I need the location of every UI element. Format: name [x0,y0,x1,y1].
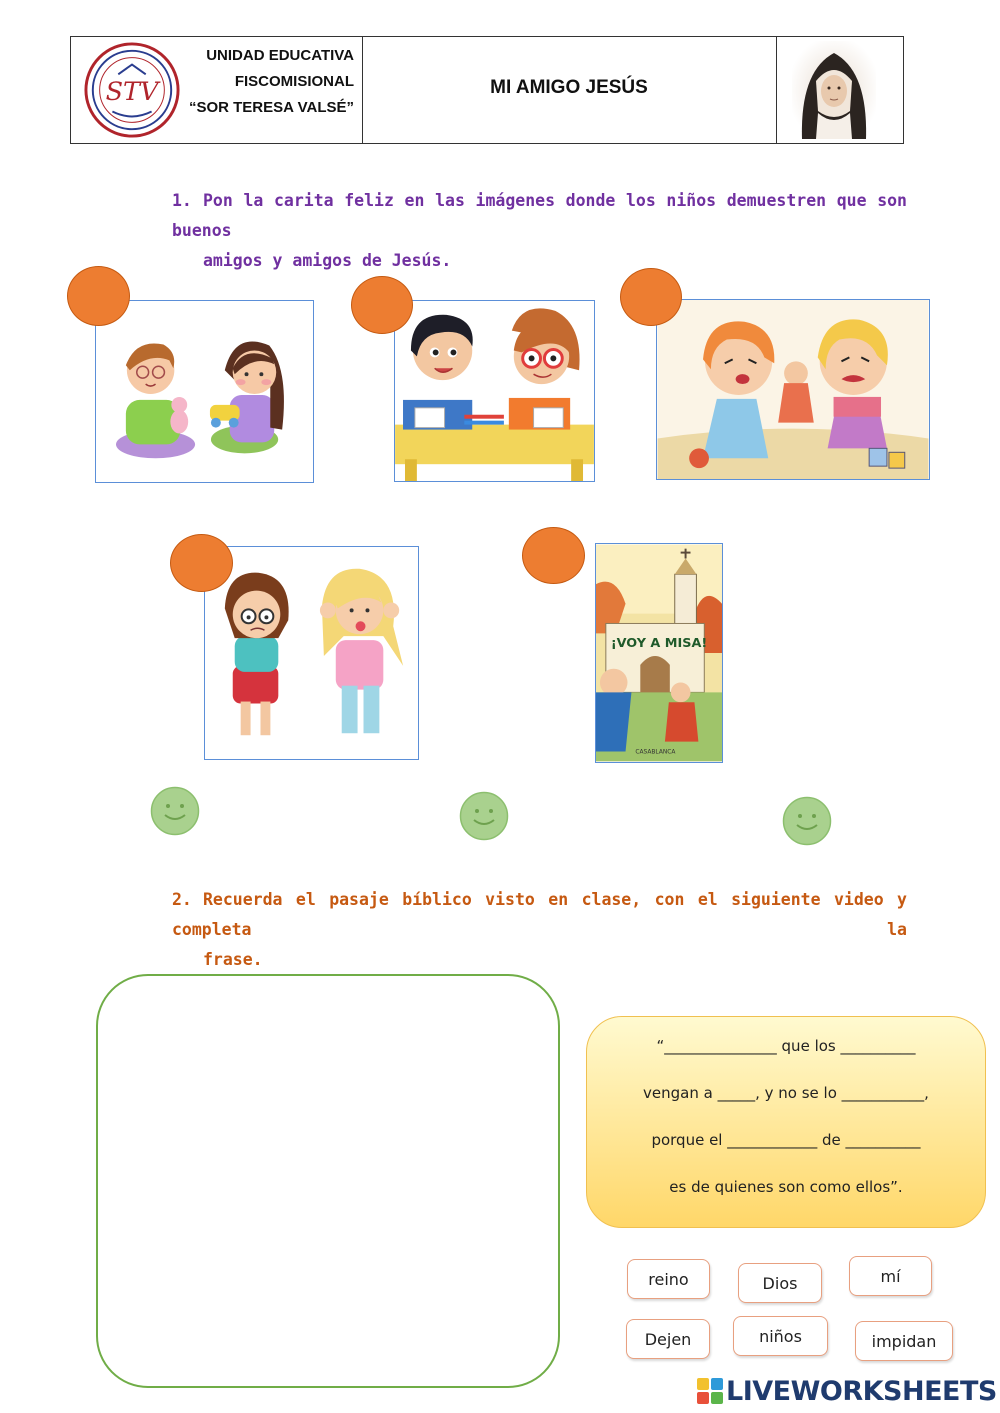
answer-dot-3[interactable] [620,268,682,326]
word-card-dios[interactable]: Dios [738,1263,822,1303]
video-frame[interactable] [96,974,560,1388]
answer-dot-1[interactable] [67,266,130,326]
happy-face-icon[interactable] [150,786,200,836]
picture-kids-drawing-together [394,300,595,482]
instruction-2-line1: Recuerda el pasaje bíblico visto en clase, con el siguiente video y completa la [172,890,907,939]
picture-voy-a-misa-book [595,543,723,763]
word-card-ninos[interactable]: niños [733,1316,828,1356]
word-card-dejen[interactable]: Dejen [626,1319,710,1359]
happy-face-icon[interactable] [459,791,509,841]
liveworksheets-logo [697,1374,997,1408]
title-cell [362,37,777,143]
instruction-2-number: 2. [172,890,192,909]
sentence-line-2: vengan a _____, y no se lo ___________, [643,1084,929,1102]
sentence-line-1: “_______________ que los __________ [656,1037,916,1055]
instruction-1 [172,186,907,276]
answer-dot-2[interactable] [351,276,413,334]
happy-face-icon[interactable] [782,796,832,846]
header-table [70,36,904,144]
instruction-1-line2: amigos y amigos de Jesús. [203,251,452,270]
girl-teasing-illustration [205,547,418,759]
sentence-line-4: es de quienes son como ellos”. [669,1178,903,1196]
instruction-2-line2: frase. [203,950,263,969]
instruction-1-line1: Pon la carita feliz en las imágenes donde los niños demuestren que son buenos [172,191,907,240]
school-line-3: “SOR TERESA VALSÉ” [188,99,354,116]
answer-dot-4[interactable] [170,534,233,592]
school-line-2: FISCOMISIONAL [234,73,354,90]
nun-portrait-image [792,41,876,139]
word-card-mi[interactable]: mí [849,1256,932,1296]
portrait-cell [776,37,903,143]
school-name [189,43,354,121]
children-drawing-illustration [395,301,594,481]
school-logo [83,41,181,139]
instruction-2 [172,885,907,975]
school-cell [71,37,363,143]
brand-text: LIVEWORKSHEETS [726,1375,997,1407]
logo-text: STV [105,76,159,107]
sheet-title: MI AMIGO JESÚS [490,77,648,98]
church-book-cover [596,544,722,762]
answer-dot-5[interactable] [522,527,585,584]
picture-girls-fighting-over-doll [656,299,930,480]
picture-girls-mocking [204,546,419,760]
word-card-reino[interactable]: reino [627,1259,710,1299]
instruction-1-number: 1. [172,191,192,210]
children-sharing-illustration [96,301,313,482]
girls-fighting-illustration [657,300,929,479]
school-line-1: UNIDAD EDUCATIVA [206,47,354,64]
word-card-impidan[interactable]: impidan [855,1321,953,1361]
book-cover-title: ¡VOY A MISA! [610,636,708,652]
sentence-line-3: porque el ____________ de __________ [651,1131,921,1149]
picture-kids-sharing-toys [95,300,314,483]
sentence-box [586,1016,986,1228]
book-publisher: CASABLANCA [635,749,676,756]
liveworksheets-icon [697,1378,723,1404]
